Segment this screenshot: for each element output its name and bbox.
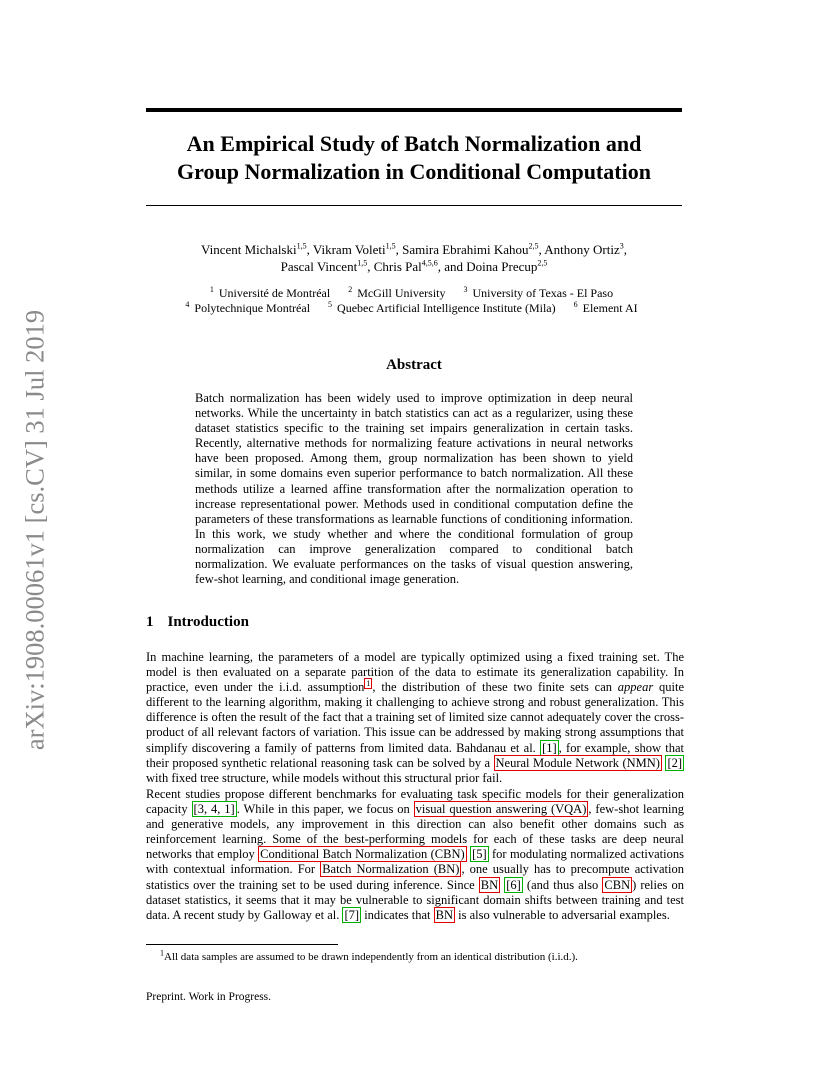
affiliation-number: 4 <box>185 300 190 309</box>
affiliation-number: 2 <box>348 285 353 294</box>
intro-paragraph-2 <box>146 787 684 923</box>
footnote-number: 1 <box>160 948 164 958</box>
author-affiliation: 3 <box>619 241 624 251</box>
paragraph-text: . While in this paper, we focus on <box>236 802 414 817</box>
emphasis-text: appear <box>617 680 654 695</box>
paragraph-text: , one usually has to precompute activation statistics over the training set to be used during inference. Since <box>146 862 684 892</box>
acronym-link-nmn[interactable]: Neural Module Network (NMN) <box>495 755 660 770</box>
author-affiliation: 2,5 <box>528 241 539 251</box>
paragraph-text: , for example, show that their proposed synthetic relational reasoning task can be solved by a <box>146 740 684 770</box>
title-line-2: Group Normalization in Conditional Computation <box>177 159 651 184</box>
author-name: Vincent Michalski <box>200 242 297 257</box>
affiliation <box>210 286 335 300</box>
paragraph-text: In machine learning, the parameters of a model are typically optimized using a fixed training set. The model is then evaluated on a separate partition of the data to estimate its generalization capability. In practice, even under the i.i.d. assumption <box>146 650 684 695</box>
author-name: Chris Pal <box>373 259 422 274</box>
acronym-link-vqa[interactable]: visual question answering (VQA) <box>415 802 587 817</box>
acronym-link-cbn[interactable]: Conditional Batch Normalization (CBN) <box>260 847 465 862</box>
paragraph-text: indicates that <box>361 907 434 922</box>
affiliation-number: 5 <box>328 300 333 309</box>
acronym-link-bn[interactable]: Batch Normalization (BN) <box>322 862 460 877</box>
intro-paragraph-1 <box>146 650 684 786</box>
acronym-link-cbn[interactable]: CBN <box>604 877 631 892</box>
footnote <box>160 950 578 964</box>
paragraph-text: ) relies on dataset statistics, it seems that it may be vulnerable to significant domain shifts between training and test data. A recent study by Galloway et al. <box>146 877 685 922</box>
section-heading <box>146 614 249 631</box>
author-affiliation: 1,5 <box>296 241 307 251</box>
affiliation <box>464 286 619 300</box>
author-line-2: Pascal Vincent$^{1,5}$, Chris Pal$^{4,5,6}$, and Doina Precup$^{2,5}$ <box>280 258 548 274</box>
affiliation-list <box>146 286 682 316</box>
paragraph-text: quite different to the learning algorithm, making it challenging to achieve strong and robust generalization. This difference is often the result of the fact that a training set of limited size cannot adequately cover the cross-product of all relevant factors of variation. This issue can be addressed by making strong assumptions that simplify discovering a family of patterns from limited data. Bahdanau et al. <box>146 680 684 755</box>
affiliation-name: Université de Montréal <box>218 286 331 300</box>
preprint-note: Preprint. Work in Progress. <box>146 991 272 1003</box>
author-name: Samira Ebrahimi Kahou <box>402 242 529 257</box>
affiliation-name: Polytechnique Montréal <box>194 301 311 315</box>
affiliation-name: McGill University <box>357 286 446 300</box>
affiliation-name: Element AI <box>582 301 638 315</box>
author-affiliation: 1,5 <box>357 258 368 268</box>
footnote-text: All data samples are assumed to be drawn independently from an identical distribution (i.i.d.). <box>164 951 578 963</box>
paragraph-text: with fixed tree structure, while models without this structural prior fail. <box>146 770 503 785</box>
citation-link[interactable]: [3, 4, 1] <box>193 802 235 817</box>
title-line-1: An Empirical Study of Batch Normalization and <box>186 131 642 156</box>
acronym-link-bn[interactable]: BN <box>435 907 453 922</box>
paper-title <box>146 130 682 186</box>
affiliation <box>328 301 561 315</box>
affiliation-number: 6 <box>573 300 578 309</box>
author-line-1: Vincent Michalski$^{1,5}$, Vikram Voleti$^{1,5}$, Samira Ebrahimi Kahou$^{2,5}$, Anthony Ortiz$^3$, <box>200 241 628 257</box>
title-top-rule <box>146 108 682 112</box>
affiliation-name: University of Texas - El Paso <box>472 286 614 300</box>
citation-link[interactable]: [5] <box>472 847 487 862</box>
paragraph-text: , the distribution of these two finite sets can <box>372 680 618 695</box>
author-name: Pascal Vincent <box>280 259 358 274</box>
abstract-text: Batch normalization has been widely used to improve optimization in deep neural networks. While the uncertainty in batch statistics can act as a regularizer, using these dataset statistics specific to the training set impairs generalization in certain tasks. Recently, alternative methods for normalizing feature activations in neural networks have been proposed. Among them, group normalization has been shown to yield similar, in some domains even superior performance to batch normalization. All these methods utilize a learned affine transformation after the normalization operation to increase representational power. Methods used in conditional computation define the parameters of these transformations as learnable functions of conditioning information. In this work, we study whether and where the conditional formulation of group normalization can improve generalization compared to conditional batch normalization. We evaluate performances on the tasks of visual question answering, few-shot learning, and conditional image generation. <box>195 391 633 587</box>
footnote-rule <box>146 944 338 945</box>
paragraph-text: is also vulnerable to adversarial examples. <box>454 907 670 922</box>
affiliation-line-1 <box>146 286 682 301</box>
author-affiliation: 2,5 <box>537 258 548 268</box>
paragraph-text: , few-shot learning and generative models, any improvement in this direction can also benefit other domains such as reinforcement learning. Some of the best-performing models for each of these tasks are deep neural networks that employ <box>146 802 685 862</box>
author-name: Vikram Voleti <box>312 242 386 257</box>
affiliation <box>348 286 450 300</box>
affiliation <box>574 301 643 315</box>
section-title: Introduction <box>167 614 249 630</box>
citation-link[interactable]: [2] <box>667 755 683 770</box>
citation-link[interactable]: [1] <box>542 740 557 755</box>
paragraph-text: for modulating normalized activations with contextual information. For <box>146 847 684 877</box>
citation-link[interactable]: [7] <box>344 907 360 922</box>
author-name: Doina Precup <box>466 259 538 274</box>
author-list <box>146 241 682 275</box>
abstract-heading: Abstract <box>386 357 442 373</box>
footnote-link[interactable]: 1 <box>366 679 371 689</box>
affiliation-line-2 <box>146 301 682 316</box>
arxiv-identifier: arXiv:1908.00061v1 [cs.CV] 31 Jul 2019 <box>19 309 50 751</box>
affiliation-number: 3 <box>463 285 468 294</box>
paragraph-text: (and thus also <box>522 877 603 892</box>
affiliation-name: Quebec Artificial Intelligence Institute (Mila) <box>337 301 556 315</box>
affiliation-number: 1 <box>209 285 214 294</box>
author-affiliation: 4,5,6 <box>421 258 438 268</box>
title-bottom-rule <box>146 205 682 206</box>
section-number: 1 <box>146 614 154 630</box>
affiliation <box>185 301 315 315</box>
author-name: Anthony Ortiz <box>544 242 620 257</box>
acronym-link-bn[interactable]: BN <box>480 877 499 892</box>
author-affiliation: 1,5 <box>385 241 396 251</box>
citation-link[interactable]: [6] <box>506 877 521 892</box>
paragraph-text: Recent studies propose different benchmarks for evaluating task specific models for their generalization capacity <box>146 787 684 817</box>
